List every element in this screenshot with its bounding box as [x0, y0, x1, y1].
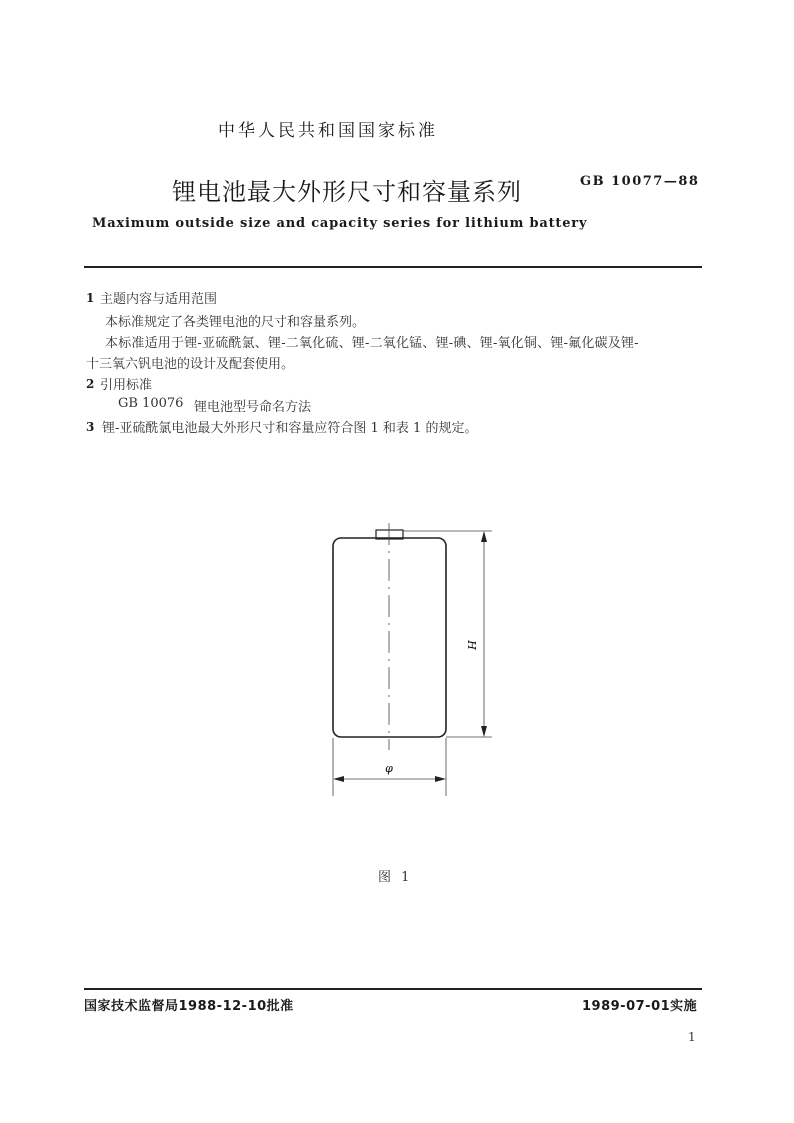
footer-rule: [84, 988, 702, 990]
height-arrow-bottom: [481, 726, 487, 737]
section-paragraph: 本标准规定了各类锂电池的尺寸和容量系列。: [105, 315, 366, 330]
standard-title: 锂电池最大外形尺寸和容量系列: [172, 178, 522, 206]
section-number: 1: [86, 291, 95, 305]
reference-code: GB 10076: [118, 396, 184, 411]
national-standard-label: 中华人民共和国国家标准: [218, 121, 438, 141]
figure-caption: 图 1: [378, 870, 413, 885]
battery-body-drawing: [333, 523, 446, 750]
section-paragraph: 锂-亚硫酰氯电池最大外形尺寸和容量应符合图 1 和表 1 的规定。: [102, 421, 478, 436]
height-arrow-top: [481, 531, 487, 542]
battery-outline: [333, 538, 446, 737]
height-label: H: [465, 640, 478, 650]
diameter-arrow-left: [333, 776, 344, 782]
section-heading: 引用标准: [100, 378, 153, 393]
diameter-label: φ: [385, 762, 393, 775]
standard-title-en: Maximum outside size and capacity series for lithium battery: [92, 216, 588, 231]
section-paragraph-continued: 十三氧六钒电池的设计及配套使用。: [86, 357, 295, 372]
section-heading: 主题内容与适用范围: [100, 292, 218, 307]
reference-title: 锂电池型号命名方法: [194, 400, 312, 415]
section-paragraph: 本标准适用于锂-亚硫酰氯、锂-二氧化硫、锂-二氧化锰、锂-碘、锂-氧化铜、锂-氟化碳及锂-: [105, 336, 639, 351]
standard-code: GB 10077—88: [580, 174, 700, 189]
height-dimension: [403, 531, 492, 737]
section-number: 2: [86, 377, 95, 391]
effective-date: 1989-07-01实施: [582, 999, 698, 1014]
section-number: 3: [86, 420, 95, 434]
diameter-arrow-right: [435, 776, 446, 782]
approval-date: 国家技术监督局1988-12-10批准: [84, 999, 294, 1014]
page-number: 1: [688, 1030, 696, 1044]
diameter-dimension: [333, 738, 446, 796]
